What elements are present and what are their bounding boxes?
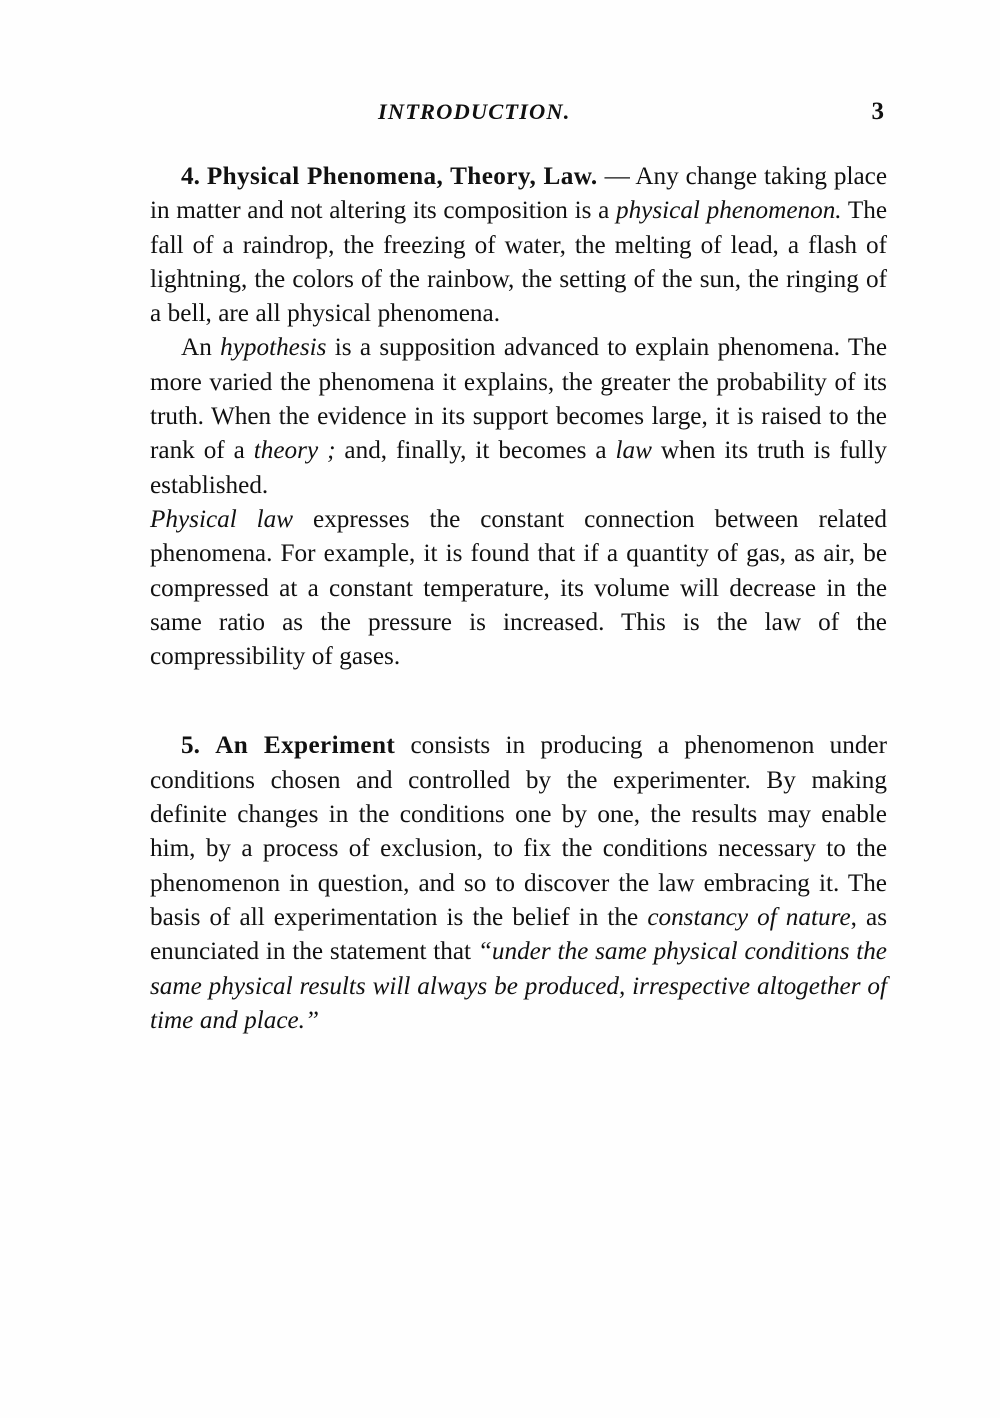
sec4-p1-run-1: Any change taking place in matter and not altering its composition is a — [150, 163, 887, 225]
paragraph-hypothesis — [150, 331, 887, 502]
space-2 — [200, 732, 215, 759]
page-number: 3 — [871, 98, 884, 125]
sec4-p2-italic-law: law — [615, 437, 652, 465]
sec4-p3-run-1: expresses the constant connection between related phenomena. For example, it is found that if a quantity of gas, as air, be compressed at a constant temperature, its volume will decrease in the same ratio as the pressure is increased. This is the law of the compressibility of gases. — [150, 505, 887, 671]
em-dash-4: — — [597, 163, 636, 190]
section-heading-4: Physical Phenomena, Theory, Law. — [206, 163, 598, 190]
paragraph-section-4-intro — [150, 160, 887, 331]
paragraph-section-5-experiment — [150, 729, 887, 1038]
running-head-title: INTRODUCTION. — [378, 99, 571, 124]
sec4-p1-run-2: The fall of a raindrop, the freezing of water, the melting of lead, a flash of lightning, the colors of the rainbow, the setting of the sun, the ringing of a bell, are all physical phenomena. — [150, 197, 888, 328]
sec4-p2-run-3: and, finally, it becomes a — [335, 437, 616, 465]
sec5-p1-italic-quotation: “under the same physical conditions the same physical results will always be produced, irrespective altogether of time and place.” — [150, 938, 887, 1034]
sec4-p3-italic-physical-law: Physical law — [150, 505, 294, 533]
sec5-p1-run-2: , as enunciated in the statement that — [150, 903, 888, 966]
sec5-p1-italic-constancy-of-nature: constancy of nature — [647, 903, 851, 931]
running-head — [150, 98, 886, 132]
sec4-p2-italic-theory: theory ; — [253, 437, 336, 465]
body-text — [150, 160, 887, 1038]
space — [200, 163, 207, 190]
sec5-p1-run-1: consists in producing a phenomenon under conditions chosen and controlled by the experimenter. By making definite changes in the conditions one by one, the results may enable him, by a process of exclusion, to fix the conditions necessary to the phenomenon in question, and so to discover the law embracing it. The basis of all experimentation is the belief in the — [150, 732, 888, 931]
section-number-4: 4. — [181, 163, 200, 190]
paragraph-physical-law — [150, 503, 887, 674]
section-number-5: 5. — [181, 732, 200, 760]
sec4-p2-run-1: An — [181, 334, 221, 362]
sec4-p2-run-2: is a supposition advanced to explain phenomena. The more varied the phenomena it explains, the greater the probability of its truth. When the evidence in its support becomes large, it is raised to the rank of a — [150, 334, 888, 465]
section-heading-5: An Experiment — [215, 732, 396, 760]
sec4-p2-run-4: when its truth is fully established. — [150, 437, 888, 499]
sec4-p2-italic-hypothesis: hypothesis — [220, 334, 327, 362]
sec4-p1-italic-physical-phenomenon: physical phenomenon. — [615, 197, 842, 225]
